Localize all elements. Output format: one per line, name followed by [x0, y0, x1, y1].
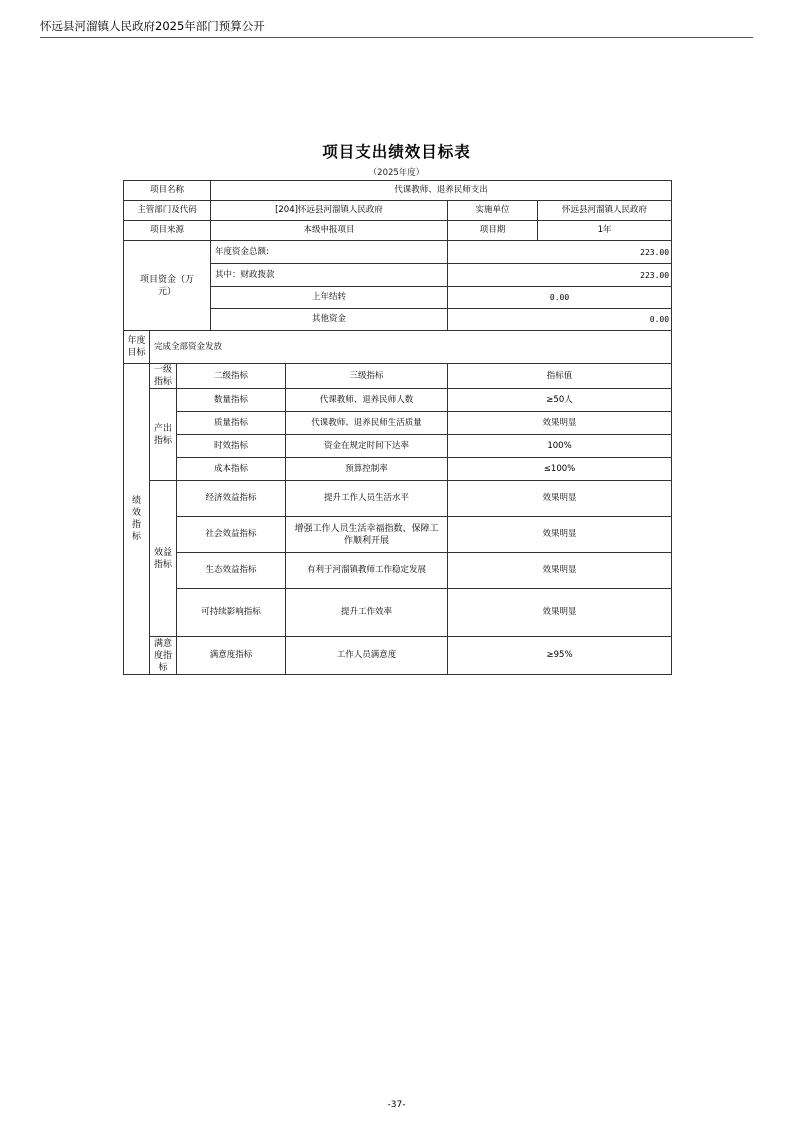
table-row [124, 589, 672, 637]
funds-total-label: 年度资金总额: [211, 241, 448, 264]
page-header: 怀远县河溜镇人民政府2025年部门预算公开 [40, 18, 753, 38]
table-row [124, 553, 672, 589]
period-label: 项目期 [448, 221, 538, 241]
row-l3: 有利于河溜镇教师工作稳定发展 [286, 553, 448, 589]
row-l3: 代课教师、退养民师生活质量 [286, 412, 448, 435]
satisfaction-label [150, 637, 177, 675]
row-val: 效果明显 [448, 412, 672, 435]
row-l3: 提升工作人员生活水平 [286, 481, 448, 517]
perf-label [124, 364, 150, 675]
col-l1-text: 一级指标 [153, 365, 172, 387]
funds-carry-label: 上年结转 [211, 287, 448, 309]
table-row [124, 481, 672, 517]
row-l2: 成本指标 [177, 458, 286, 481]
row-l2: 质量指标 [177, 412, 286, 435]
table-row [124, 221, 672, 241]
col-l1 [150, 364, 177, 389]
row-val: 100% [448, 435, 672, 458]
output-label [150, 389, 177, 481]
funds-fiscal-value: 223.00 [448, 264, 672, 287]
source-label: 项目来源 [124, 221, 211, 241]
row-val: 效果明显 [448, 589, 672, 637]
col-val: 指标值 [448, 364, 672, 389]
col-l2: 二级指标 [177, 364, 286, 389]
row-l2: 生态效益指标 [177, 553, 286, 589]
project-name-value: 代课教师、退养民师支出 [211, 181, 672, 201]
perf-label-text: 绩效指标 [131, 496, 141, 542]
row-val: 效果明显 [448, 517, 672, 553]
impl-value: 怀远县河溜镇人民政府 [538, 201, 672, 221]
page-subtitle: （2025年度） [368, 168, 425, 178]
table-row [124, 331, 672, 364]
row-l3: 预算控制率 [286, 458, 448, 481]
row-l2: 社会效益指标 [177, 517, 286, 553]
goal-label-text: 年度目标 [127, 336, 146, 358]
row-val: 效果明显 [448, 481, 672, 517]
period-value: 1年 [538, 221, 672, 241]
row-l2: 数量指标 [177, 389, 286, 412]
performance-table [123, 180, 672, 675]
output-label-text: 产出指标 [153, 423, 172, 446]
row-l2: 经济效益指标 [177, 481, 286, 517]
benefit-label-text: 效益指标 [153, 547, 172, 570]
table-row [124, 517, 672, 553]
table-row [124, 637, 672, 675]
col-l3: 三级指标 [286, 364, 448, 389]
row-l3: 工作人员满意度 [286, 637, 448, 675]
goal-value: 完成全部资金发放 [150, 331, 672, 364]
row-l3: 代课教师、退养民师人数 [286, 389, 448, 412]
table-row [124, 435, 672, 458]
goal-label [124, 331, 150, 364]
dept-value: [204]怀远县河溜镇人民政府 [211, 201, 448, 221]
table-row [124, 412, 672, 435]
row-l3: 提升工作效率 [286, 589, 448, 637]
funds-label [124, 241, 211, 331]
page-title: 项目支出绩效目标表 [322, 143, 471, 161]
row-l3: 资金在规定时间下达率 [286, 435, 448, 458]
table-row [124, 458, 672, 481]
dept-label: 主管部门及代码 [124, 201, 211, 221]
table-row [124, 201, 672, 221]
satisfaction-label-text: 满意度指标 [153, 638, 172, 673]
row-l2: 可持续影响指标 [177, 589, 286, 637]
table-row [124, 241, 672, 264]
table-row [124, 181, 672, 201]
funds-other-value: 0.00 [448, 309, 672, 331]
impl-label: 实施单位 [448, 201, 538, 221]
row-l2: 时效指标 [177, 435, 286, 458]
benefit-label [150, 481, 177, 637]
row-l3-text: 增强工作人员生活幸福指数、保障工作顺利开展 [294, 523, 439, 546]
project-name-label: 项目名称 [124, 181, 211, 201]
funds-fiscal-label: 其中：财政拨款 [211, 264, 448, 287]
funds-other-label: 其他资金 [211, 309, 448, 331]
page-number: -37- [387, 1100, 406, 1110]
row-l2: 满意度指标 [177, 637, 286, 675]
table-row [124, 364, 672, 389]
row-val: ≥50人 [448, 389, 672, 412]
row-val: 效果明显 [448, 553, 672, 589]
funds-label-text: 项目资金（万元） [139, 274, 194, 297]
table-row [124, 389, 672, 412]
source-value: 本级申报项目 [211, 221, 448, 241]
row-val: ≥95% [448, 637, 672, 675]
funds-carry-value: 0.00 [448, 287, 672, 309]
row-l3 [286, 517, 448, 553]
funds-total-value: 223.00 [448, 241, 672, 264]
row-val: ≤100% [448, 458, 672, 481]
